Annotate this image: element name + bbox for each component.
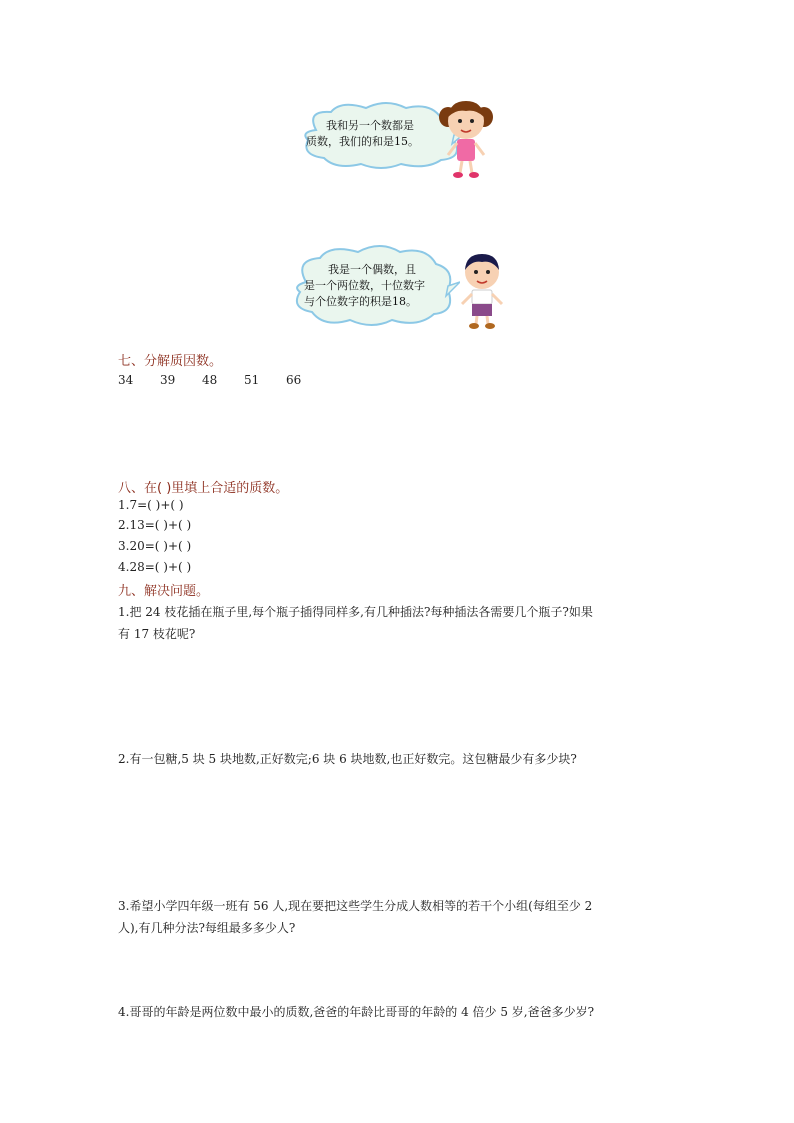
section8-item-4: 4.28=( )+( ) xyxy=(118,560,192,574)
bubble1-line2: 质数，我们的和是15。 xyxy=(306,135,419,148)
question-3-line-2: 人),有几种分法?每组最多多少人? xyxy=(118,921,296,935)
boy-illustration xyxy=(452,250,512,330)
number-item: 51 xyxy=(244,373,260,387)
number-item: 66 xyxy=(286,373,302,387)
bubble1-line1: 我和另一个数都是 xyxy=(326,119,414,132)
question-3-line-1: 3.希望小学四年级一班有 56 人,现在要把这些学生分成人数相等的若干个小组(每组至少 2 xyxy=(118,899,593,913)
section8-item-3: 3.20=( )+( ) xyxy=(118,539,192,553)
number-item: 48 xyxy=(202,373,218,387)
bubble2-line3: 与个位数字的积是18。 xyxy=(304,295,417,308)
section7-title: 七、分解质因数。 xyxy=(118,354,223,369)
question-4: 4.哥哥的年龄是两位数中最小的质数,爸爸的年龄比哥哥的年龄的 4 倍少 5 岁,爸爸多少岁? xyxy=(118,1005,595,1019)
section8-title: 八、在( )里填上合适的质数。 xyxy=(118,481,289,496)
bubble2-line2: 是一个两位数，十位数字 xyxy=(304,279,425,292)
section8-item-1: 1.7=( )+( ) xyxy=(118,498,184,512)
question-2: 2.有一包糖,5 块 5 块地数,正好数完;6 块 6 块地数,也正好数完。这包糖最少有多少块? xyxy=(118,752,577,766)
section7-numbers xyxy=(118,373,328,387)
number-item: 34 xyxy=(118,373,134,387)
number-item: 39 xyxy=(160,373,176,387)
section9-title: 九、解决问题。 xyxy=(118,584,210,599)
bubble2-line1: 我是一个偶数，且 xyxy=(328,263,416,276)
girl-illustration xyxy=(430,95,500,180)
section8-item-2: 2.13=( )+( ) xyxy=(118,518,192,532)
question-1-line-2: 有 17 枝花呢? xyxy=(118,627,196,641)
question-1-line-1: 1.把 24 枝花插在瓶子里,每个瓶子插得同样多,有几种插法?每种插法各需要几个瓶子?如果 xyxy=(118,605,593,619)
speech-bubble-boy xyxy=(288,242,460,328)
